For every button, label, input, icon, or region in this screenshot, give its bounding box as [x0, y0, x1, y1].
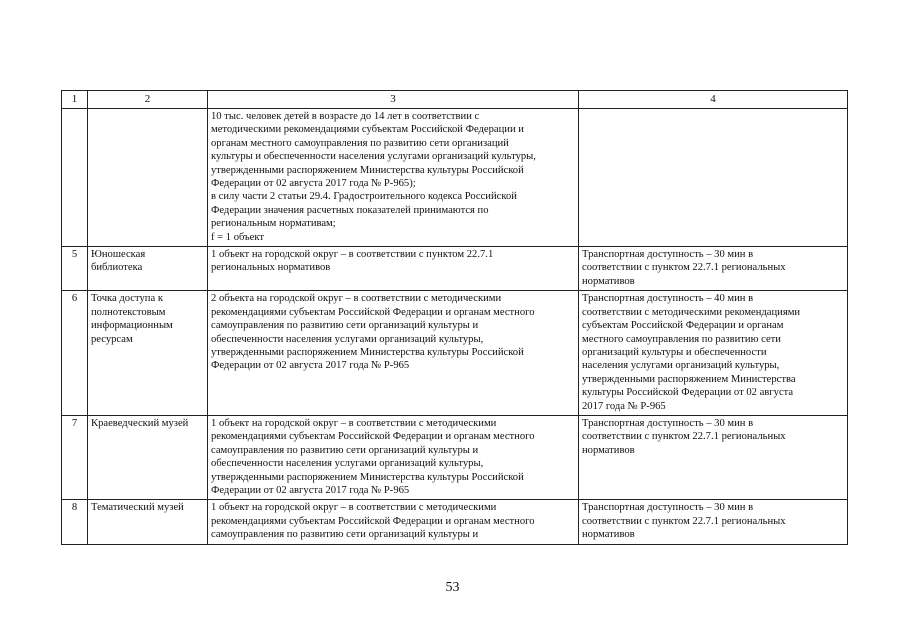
accessibility-text	[579, 415, 848, 499]
norm-text	[208, 109, 579, 247]
text-line: утвержденными распоряжением Министерства	[582, 373, 796, 385]
table-row-continuation	[62, 109, 848, 247]
text-line: 1 объект на городской округ – в соответствии с методическими	[211, 417, 497, 429]
norm-text	[208, 415, 579, 499]
header-col-4: 4	[579, 91, 848, 109]
norm-text	[208, 247, 579, 291]
text-line: Транспортная доступность – 30 мин в	[582, 249, 754, 261]
text-line: обеспеченности населения услугами организаций культуры,	[211, 458, 484, 470]
text-line: 2 объекта на городской округ – в соответствии с методическими	[211, 293, 502, 305]
text-line: региональных нормативов	[211, 262, 331, 274]
table-row	[62, 415, 848, 499]
text-line: самоуправления по развитию сети организаций культуры и	[211, 529, 479, 541]
header-col-1: 1	[62, 91, 88, 109]
row-number	[62, 109, 88, 247]
text-line: культуры Российской Федерации от 02 августа	[582, 387, 794, 399]
text-line: органам местного самоуправления по развитию сети организаций	[211, 137, 509, 149]
text-line: нормативов	[582, 275, 635, 287]
text-line: организаций культуры и обеспеченности	[582, 346, 767, 358]
header-col-3: 3	[208, 91, 579, 109]
text-line: культуры и обеспеченности населения услугами организаций культуры,	[211, 151, 536, 163]
text-line: соответствии с пунктом 22.7.1 региональных	[582, 515, 786, 527]
text-line: ресурсам	[91, 333, 133, 345]
text-line: самоуправления по развитию сети организаций культуры и	[211, 444, 479, 456]
text-line: библиотека	[91, 262, 143, 274]
text-line: обеспеченности населения услугами организаций культуры,	[211, 333, 484, 345]
facility-name	[88, 247, 208, 291]
page-number: 53	[445, 580, 460, 595]
norm-text	[208, 291, 579, 416]
norms-table	[61, 90, 848, 545]
row-number: 5	[62, 247, 88, 291]
text-line: субъектам Российской Федерации и органам	[582, 320, 784, 332]
facility-name	[88, 109, 208, 247]
facility-name	[88, 291, 208, 416]
accessibility-text	[579, 109, 848, 247]
text-line: полнотекстовым	[91, 306, 166, 318]
table-row	[62, 291, 848, 416]
text-line: утвержденными распоряжением Министерства культуры Российской	[211, 346, 524, 358]
text-line: Тематический музей	[91, 502, 184, 514]
text-line: нормативов	[582, 529, 635, 541]
accessibility-text	[579, 291, 848, 416]
text-line: Федерации от 02 августа 2017 года № Р-965);	[211, 178, 416, 190]
text-line: утвержденными распоряжением Министерства культуры Российской	[211, 164, 524, 176]
text-line: информационным	[91, 320, 173, 332]
accessibility-text	[579, 247, 848, 291]
text-line: 1 объект на городской округ – в соответствии с методическими	[211, 502, 497, 514]
text-line: утвержденными распоряжением Министерства культуры Российской	[211, 471, 524, 483]
text-line: Федерации от 02 августа 2017 года № Р-965	[211, 484, 410, 496]
text-line: 1 объект на городской округ – в соответствии с пунктом 22.7.1	[211, 249, 494, 261]
row-number: 6	[62, 291, 88, 416]
text-line: рекомендациями субъектам Российской Федерации и органам местного	[211, 306, 535, 318]
text-line: 10 тыс. человек детей в возрасте до 14 лет в соответствии с	[211, 111, 480, 122]
facility-name	[88, 415, 208, 499]
text-line: местного самоуправления по развитию сети	[582, 333, 781, 345]
text-line: населения услугами организаций культуры,	[582, 360, 780, 372]
text-line: f = 1 объект	[211, 231, 264, 243]
text-line: рекомендациями субъектам Российской Федерации и органам местного	[211, 431, 535, 443]
text-line: нормативов	[582, 444, 635, 456]
text-line: Транспортная доступность – 30 мин в	[582, 502, 754, 514]
table-header-row	[62, 91, 848, 109]
facility-name	[88, 500, 208, 544]
accessibility-text	[579, 500, 848, 544]
text-line: 2017 года № Р-965	[582, 400, 666, 412]
row-number: 7	[62, 415, 88, 499]
text-line: соответствии с методическими рекомендациями	[582, 306, 801, 318]
text-line: самоуправления по развитию сети организаций культуры и	[211, 320, 479, 332]
text-line: Федерации значения расчетных показателей принимаются по	[211, 204, 489, 216]
text-line: Юношеская	[91, 249, 146, 261]
text-line: региональным нормативам;	[211, 218, 336, 230]
text-line: Точка доступа к	[91, 293, 163, 305]
text-line: методическими рекомендациями субъектам Российской Федерации и	[211, 124, 524, 136]
text-line: Транспортная доступность – 30 мин в	[582, 417, 754, 429]
table-row	[62, 247, 848, 291]
text-line: Краеведческий музей	[91, 417, 189, 429]
norm-text	[208, 500, 579, 544]
text-line: Федерации от 02 августа 2017 года № Р-965	[211, 360, 410, 372]
row-number: 8	[62, 500, 88, 544]
text-line: соответствии с пунктом 22.7.1 региональных	[582, 431, 786, 443]
text-line: Транспортная доступность – 40 мин в	[582, 293, 754, 305]
header-col-2: 2	[88, 91, 208, 109]
table-row	[62, 500, 848, 544]
text-line: рекомендациями субъектам Российской Федерации и органам местного	[211, 515, 535, 527]
text-line: в силу части 2 статьи 29.4. Градостроительного кодекса Российской	[211, 191, 517, 203]
text-line: соответствии с пунктом 22.7.1 региональных	[582, 262, 786, 274]
